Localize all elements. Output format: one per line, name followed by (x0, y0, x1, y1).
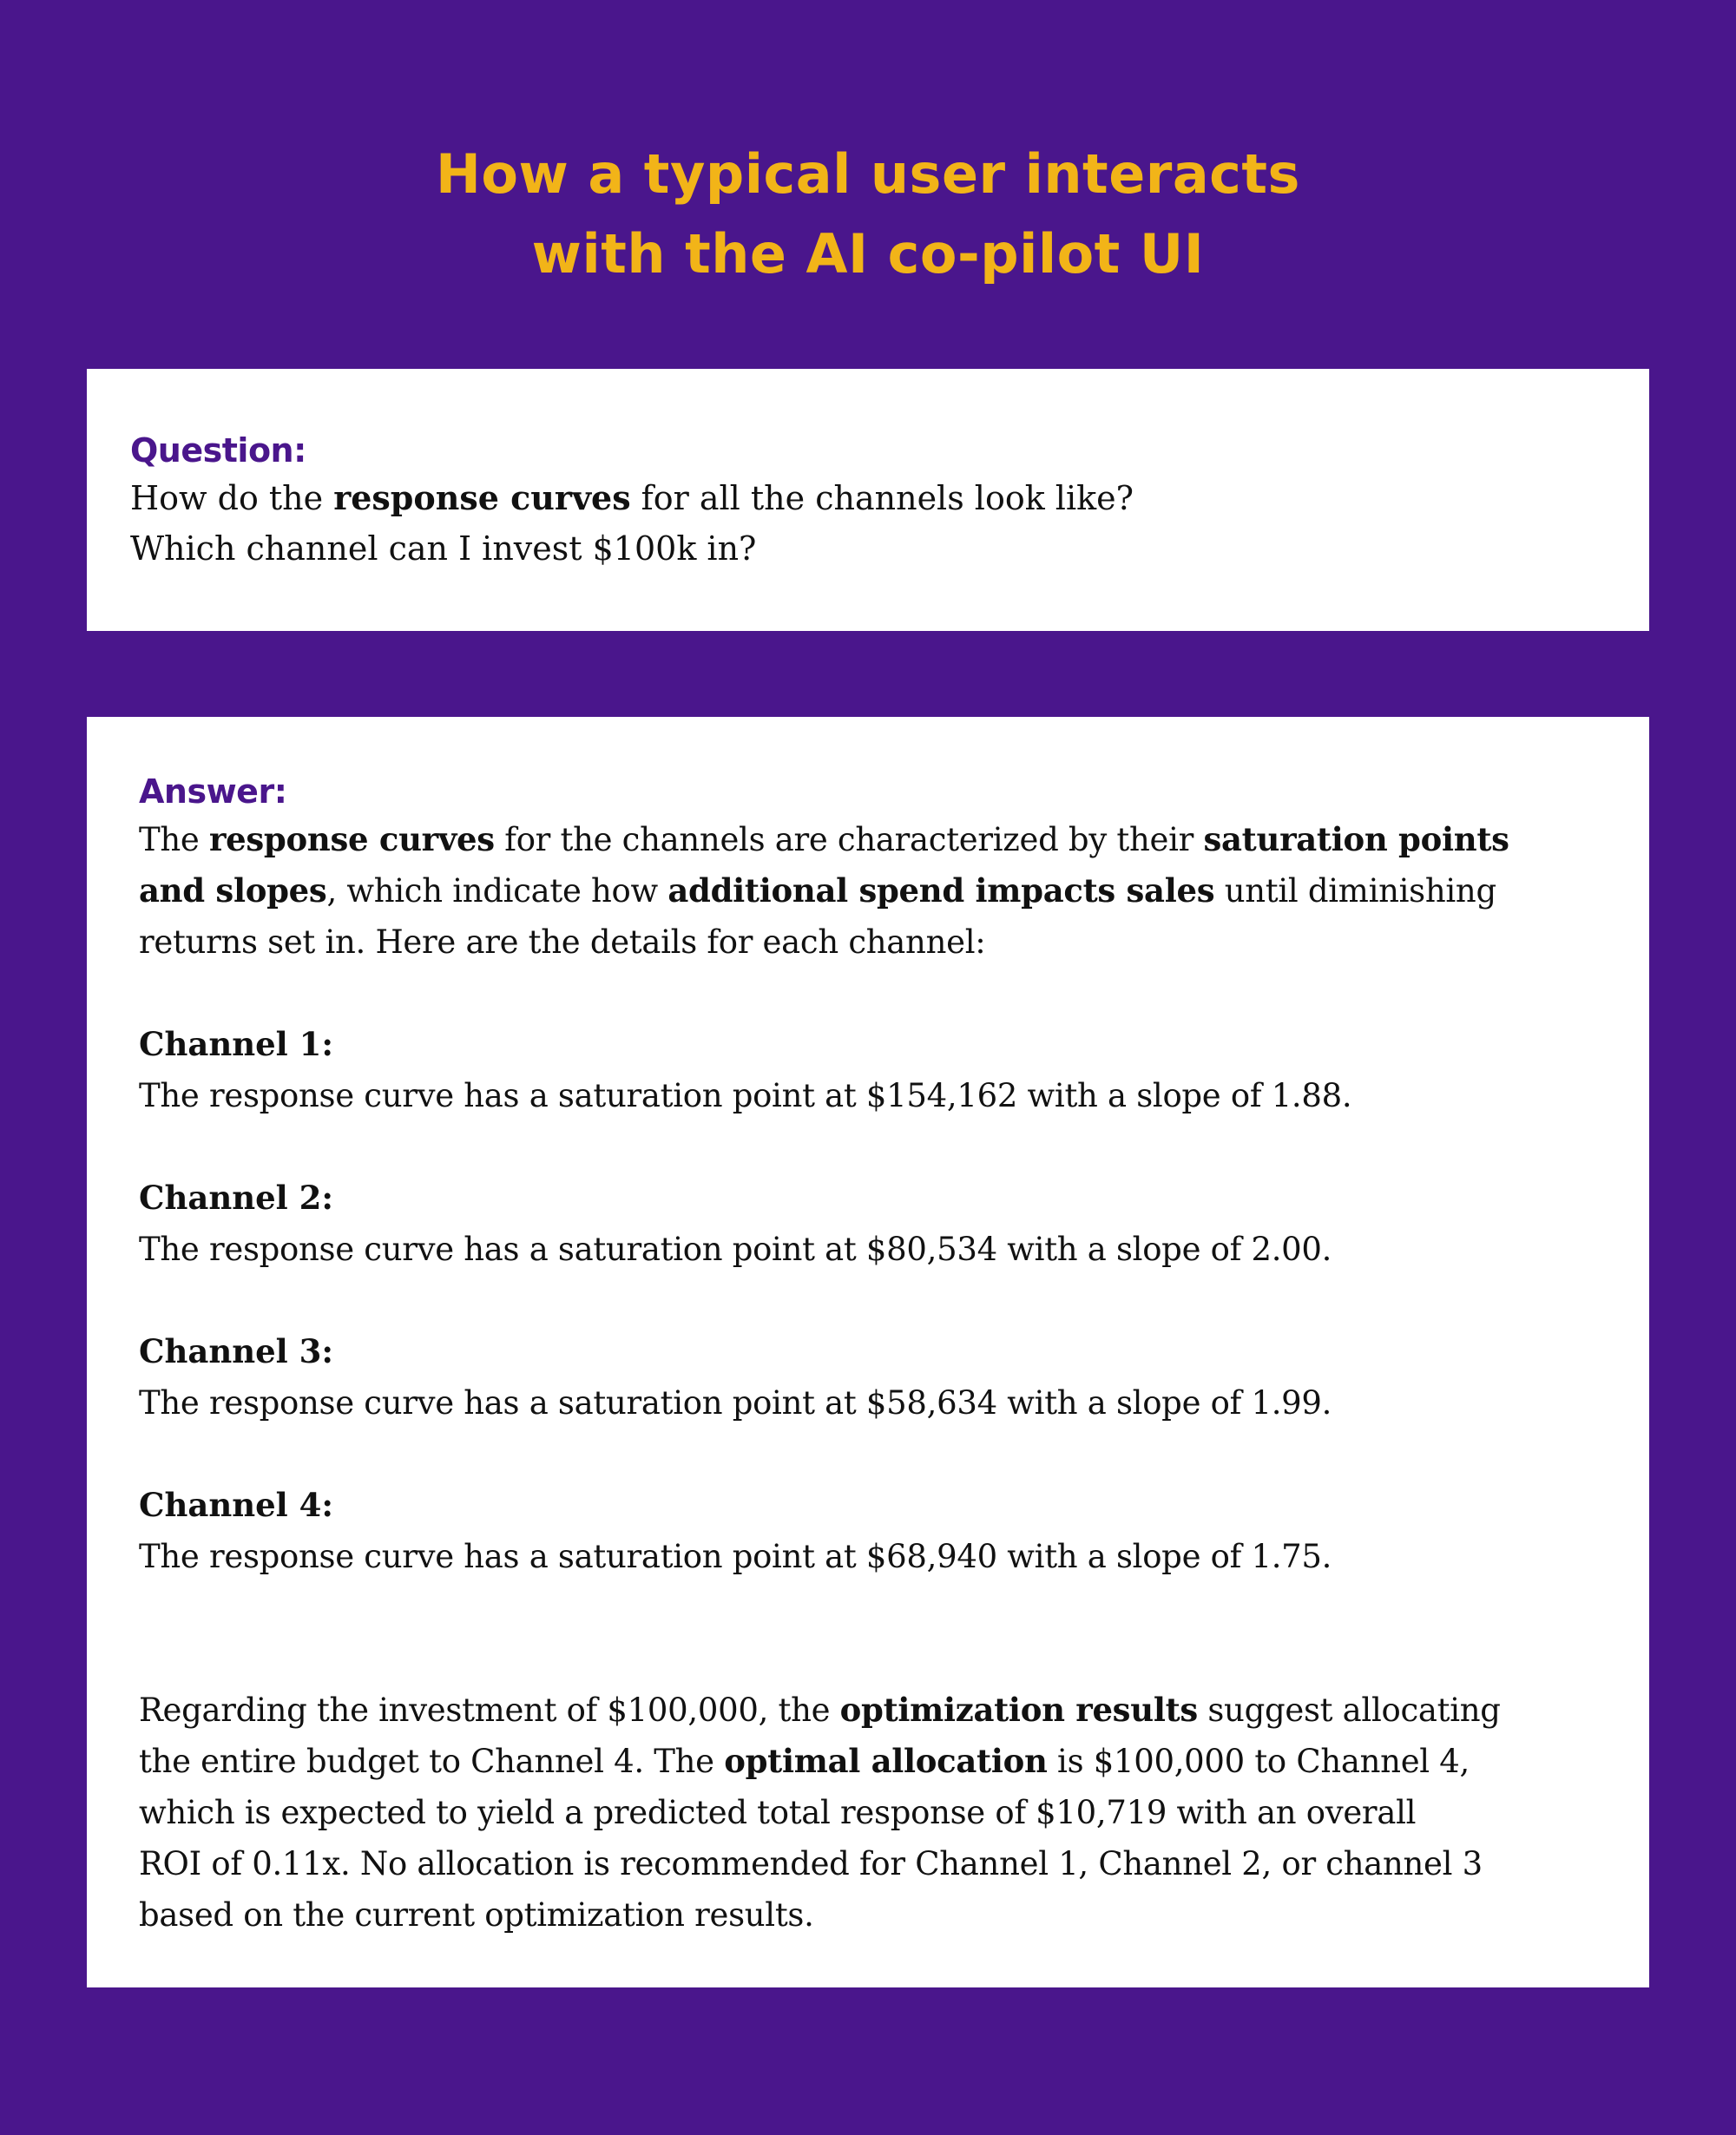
answer-intro-line-3: returns set in. Here are the details for each channel: (139, 923, 986, 961)
channel-section (139, 1019, 1597, 1121)
channel-description: The response curve has a saturation point at $68,940 with a slope of 1.75. (139, 1538, 1332, 1575)
channel-title: Channel 4: (139, 1486, 334, 1524)
page-title-line-2: with the AI co-pilot UI (531, 222, 1205, 286)
answer-emphasis: optimization results (839, 1691, 1198, 1729)
answer-emphasis: additional spend impacts sales (667, 871, 1215, 910)
answer-intro-line-2 (139, 865, 1597, 916)
answer-emphasis: optimal allocation (724, 1742, 1048, 1780)
answer-emphasis: and slopes (139, 871, 327, 910)
channel-section (139, 1326, 1597, 1429)
answer-text: Regarding the investment of $100,000, the (139, 1692, 840, 1729)
answer-emphasis: response curves (208, 820, 495, 858)
answer-conclusion-line-5: based on the current optimization results. (139, 1896, 814, 1934)
question-line-2: Which channel can I invest $100k in? (130, 529, 757, 568)
answer-intro (139, 814, 1597, 968)
question-emphasis: response curves (333, 478, 631, 517)
answer-text: suggest allocating (1197, 1692, 1501, 1729)
answer-heading: Answer: (139, 772, 287, 811)
answer-card (87, 717, 1649, 1987)
question-heading: Question: (130, 431, 306, 470)
answer-text: , which indicate how (326, 872, 668, 910)
page-title (0, 135, 1736, 294)
channel-description: The response curve has a saturation point at $154,162 with a slope of 1.88. (139, 1077, 1352, 1114)
question-line-1 (130, 473, 1606, 523)
answer-text: the entire budget to Channel 4. The (139, 1743, 725, 1780)
answer-intro-line-1 (139, 814, 1597, 865)
answer-text: for the channels are characterized by their (494, 821, 1204, 858)
answer-text: until diminishing (1214, 872, 1496, 910)
channel-description: The response curve has a saturation point at $58,634 with a slope of 1.99. (139, 1384, 1332, 1422)
channel-section (139, 1173, 1597, 1275)
question-card (87, 369, 1649, 631)
channel-title: Channel 1: (139, 1025, 334, 1063)
answer-conclusion (139, 1685, 1597, 1941)
channel-title: Channel 3: (139, 1332, 334, 1370)
channel-section (139, 1480, 1597, 1582)
question-text: for all the channels look like? (630, 479, 1134, 517)
answer-text: is $100,000 to Channel 4, (1047, 1743, 1470, 1780)
answer-emphasis: saturation points (1203, 820, 1509, 858)
answer-conclusion-line-1 (139, 1685, 1597, 1736)
answer-conclusion-line-3: which is expected to yield a predicted total response of $10,719 with an overall (139, 1794, 1417, 1831)
answer-conclusion-line-4: ROI of 0.11x. No allocation is recommended for Channel 1, Channel 2, or channel 3 (139, 1845, 1483, 1882)
channel-title: Channel 2: (139, 1179, 334, 1217)
channel-description: The response curve has a saturation point at $80,534 with a slope of 2.00. (139, 1231, 1332, 1268)
answer-conclusion-line-2 (139, 1736, 1597, 1787)
answer-text: The (139, 821, 209, 858)
question-text: How do the (130, 479, 334, 517)
page-title-line-1: How a typical user interacts (436, 142, 1300, 206)
